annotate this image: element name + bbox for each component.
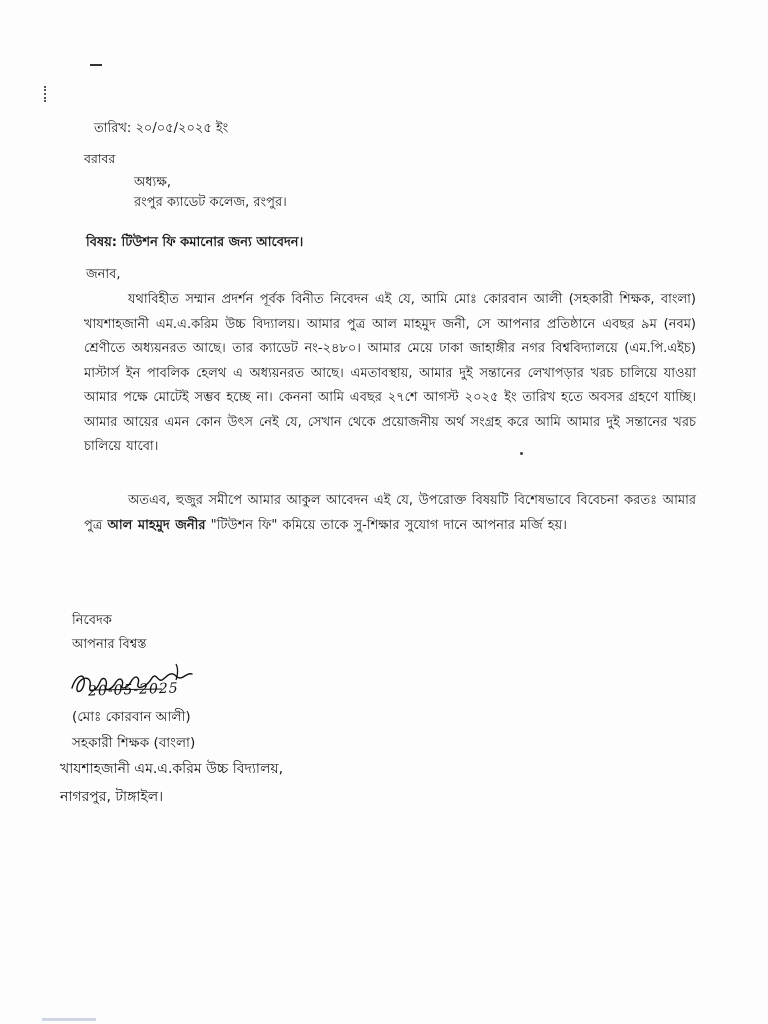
- body-paragraph-1: যথাবিহীত সম্মান প্রদর্শন পূর্বক বিনীত নিবেদন এই যে, আমি মোঃ কোরবান আলী (সহকারী শিক্ষক, বাংলা) খাযশাহজানী এম.এ.করিম উচ্চ বিদ্যালয়। আমার পুত্র আল মাহমুদ জনী, সে আপনার প্রতিষ্ঠানে এবছর ৯ম (নবম) শ্রেণীতে অধ্যয়নরত আছে। তার ক্যাডেট নং-২৪৮০। আমার মেয়ে ঢাকা জাহাঙ্গীর নগর বিশ্ববিদ্যালয়ে (এম.পি.এইচ) মাস্টার্স ইন পাবলিক হেলথ এ অধ্যয়নরত আছে। এমতাবস্থায়, আমার দুই সন্তানের লেখাপড়ার খরচ চালিয়ে যাওয়া আমার পক্ষে মোটেই সম্ভব হচ্ছে না। কেননা আমি এবছর ২৭শে আগস্ট ২০২৫ ইং তারিখ হতে অবসর গ্রহণে যাচ্ছি। আমার আয়ের এমন কোন উৎস নেই যে, সেখান থেকে প্রয়োজনীয় অর্থ সংগ্রহ করে আমি আমার দুই সন্তানের খরচ চালিয়ে যাবো।: [84, 292, 696, 454]
- sender-title: সহকারী শিক্ষক (বাংলা): [72, 735, 196, 751]
- closing-applicant: নিবেদক: [72, 613, 112, 628]
- paragraph-2-part-2: "টিউশন ফি" কমিয়ে তাকে সু-শিক্ষার সুযোগ দানে আপনার মর্জি হয়।: [205, 517, 567, 533]
- stray-mark: [90, 64, 102, 66]
- recipient-address: রংপুর ক্যাডেট কলেজ, রংপুর।: [134, 195, 287, 210]
- scan-edge-mark: [42, 1018, 96, 1021]
- sender-address: নাগরপুর, টাঙ্গাইল।: [60, 789, 164, 805]
- closing-faithfully: আপনার বিশ্বস্ত: [72, 637, 147, 652]
- letter-subject: বিষয়: টিউশন ফি কমানোর জন্য আবেদন।: [86, 235, 304, 250]
- ink-speck: [520, 452, 523, 455]
- body-paragraph-2: [84, 489, 696, 538]
- son-name-bold: আল মাহমুদ জনীর: [107, 517, 206, 533]
- sender-name: (মোঃ কোরবান আলী): [72, 709, 191, 725]
- stray-dots: [44, 86, 48, 102]
- handwritten-date: 20-05-2025: [87, 680, 179, 700]
- recipient-title: অধ্যক্ষ,: [134, 175, 171, 190]
- to-label: বরাবর: [84, 151, 116, 166]
- sender-school: খাযশাহজানী এম.এ.করিম উচ্চ বিদ্যালয়,: [60, 761, 284, 777]
- paragraph-2-part-1: অতএব, হুজুর সমীপে আমার আকুল আবেদন এই যে, উপরোক্ত বিষয়টি বিশেষভাবে বিবেচনা করতঃ আমার পুত্র: [84, 493, 696, 533]
- salutation: জনাব,: [86, 267, 121, 282]
- letter-date: তারিখ: ২০/০৫/২০২৫ ইং: [94, 121, 229, 136]
